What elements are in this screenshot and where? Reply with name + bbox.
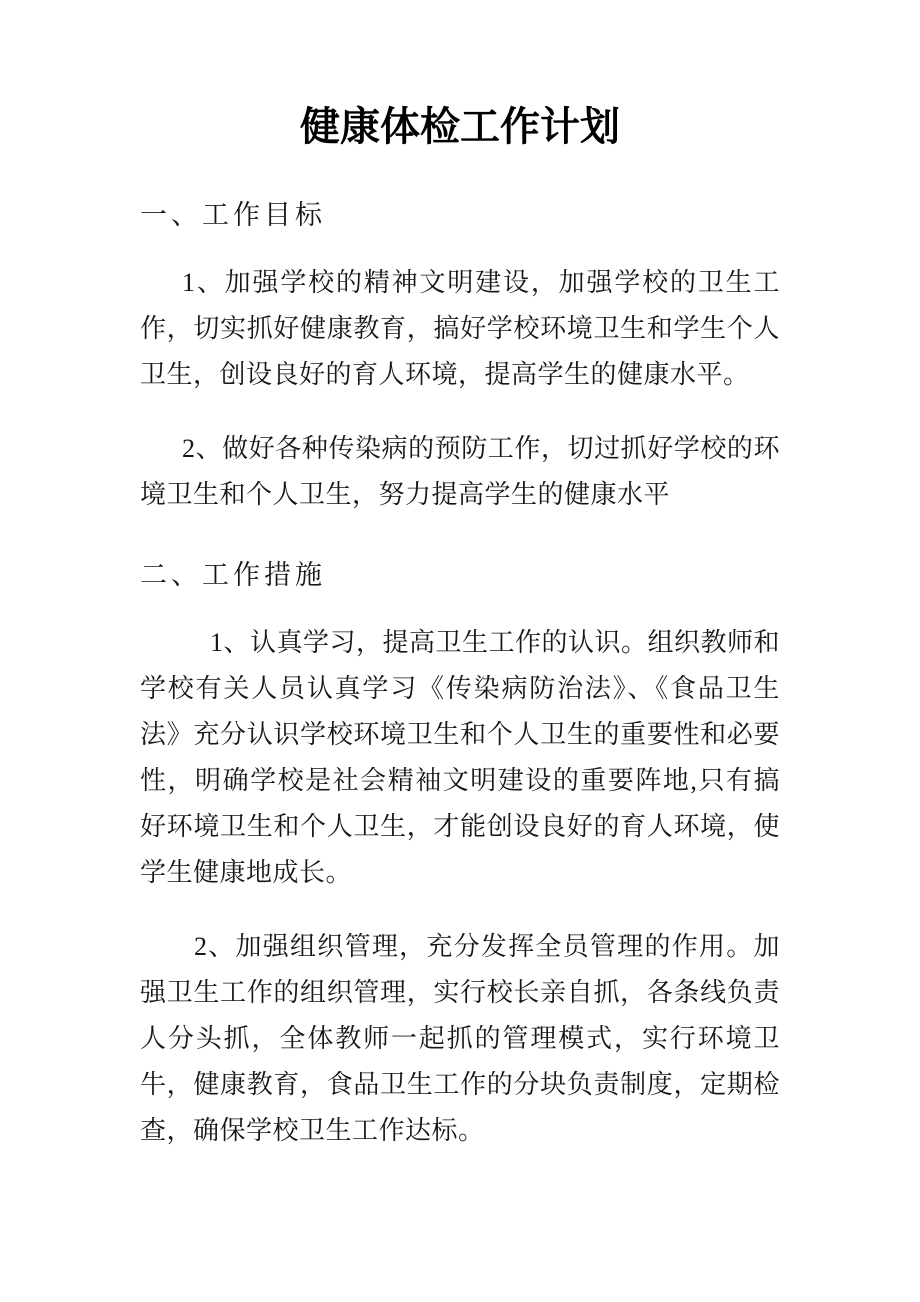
- measures-paragraph-1: 1、认真学习，提高卫生工作的认识。组织教师和学校有关人员认真学习《传染病防治法》、《食品卫生法》充分认识学校环境卫生和个人卫生的重要性和必要性，明确学校是社会精袖文明建设的重要阵地,只有搞好环境卫生和个人卫生，才能创设良好的育人环境，使学生健康地成长。: [140, 628, 781, 887]
- section-work-goals-heading: 一、工作目标: [140, 200, 326, 230]
- section-work-measures-heading: 二、工作措施: [140, 560, 326, 590]
- goals-paragraph-2: 2、做好各种传染病的预防工作，切过抓好学校的环境卫生和个人卫生，努力提高学生的健康水平: [140, 434, 780, 509]
- goals-paragraph-1: 1、加强学校的精神文明建设，加强学校的卫生工作，切实抓好健康教育，搞好学校环境卫生和学生个人卫生，创设良好的育人环境，提高学生的健康水平。: [140, 268, 780, 389]
- section-work-goals: [140, 198, 780, 518]
- measures-paragraph-2: 2、加强组织管理，充分发挥全员管理的作用。加强卫生工作的组织管理，实行校长亲自抓，各条线负责人分头抓，全体教师一起抓的管理模式，实行环境卫牛，健康教育，食品卫生工作的分块负责制度，定期检查，确保学校卫生工作达标。: [140, 932, 780, 1145]
- section-work-measures: [140, 558, 780, 1154]
- document-title: 健康体检工作计划: [300, 105, 620, 149]
